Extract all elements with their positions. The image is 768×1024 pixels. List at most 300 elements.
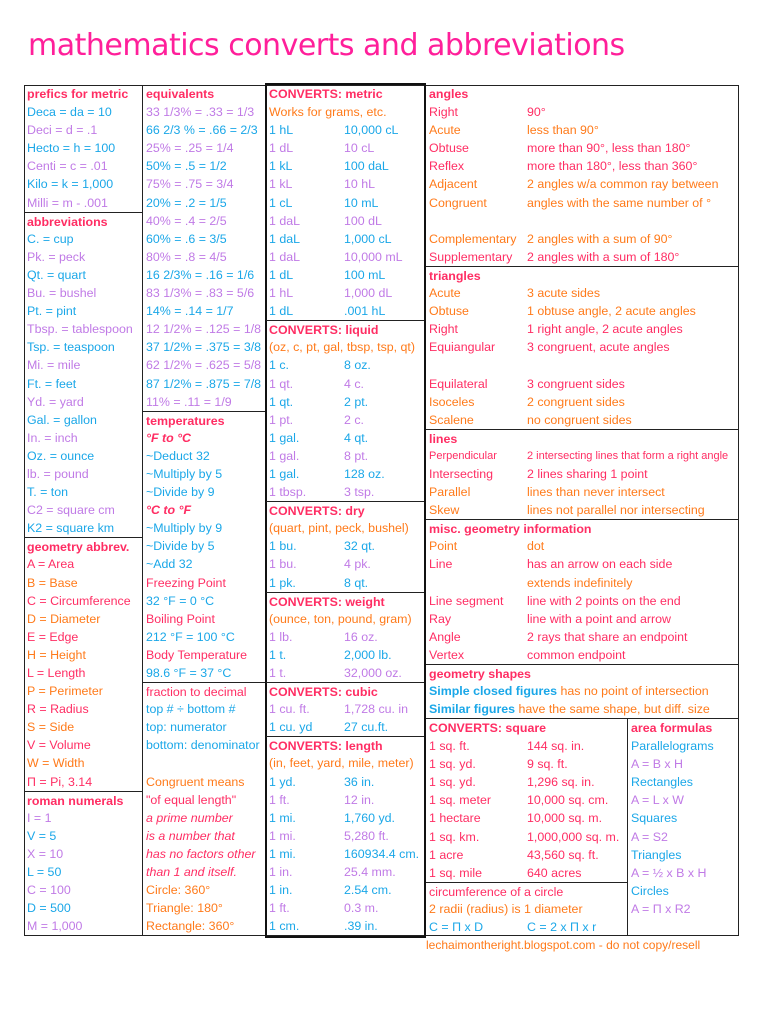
list-item <box>24 501 142 519</box>
item-label: Yd. = yard <box>27 394 84 409</box>
item-value: 8 oz. <box>344 358 371 373</box>
item-label: Right <box>429 105 458 120</box>
list-item <box>266 845 424 863</box>
item-label: is a number that <box>146 828 235 843</box>
list-item <box>143 230 265 248</box>
list-item <box>426 375 738 393</box>
item-value: 10 hL <box>344 177 376 192</box>
item-value: 128 oz. <box>344 466 385 481</box>
item-label: Acute <box>429 286 461 301</box>
list-item <box>266 139 424 157</box>
list-item <box>426 610 738 628</box>
list-item <box>266 212 424 230</box>
list-item <box>143 718 265 736</box>
item-label: Π = Pi, 3.14 <box>27 774 93 789</box>
item-label: E = Edge <box>27 629 79 644</box>
item-value: 2 intersecting lines that form a right angle <box>527 449 729 462</box>
list-item <box>266 881 424 899</box>
list-item <box>143 736 265 754</box>
item-label: Tbsp. = tablespoon <box>27 322 133 337</box>
list-item <box>24 465 142 483</box>
list-item <box>266 610 424 628</box>
item-label: Pk. = peck <box>27 249 86 264</box>
item-value: 640 acres <box>527 865 582 880</box>
list-item <box>266 194 424 212</box>
item-label: abbreviations <box>27 214 108 229</box>
list-item <box>426 682 738 700</box>
list-item <box>143 465 265 483</box>
list-item <box>24 284 142 302</box>
item-value: 2 lines sharing 1 point <box>527 466 648 481</box>
list-item <box>426 248 738 266</box>
item-value: 10 mL <box>344 195 379 210</box>
item-label: Equilateral <box>429 376 488 391</box>
item-value: 2 angles with a sum of 180° <box>527 249 680 264</box>
list-item <box>24 899 142 917</box>
item-label: CONVERTS: liquid <box>269 323 379 338</box>
item-label: 50% = .5 = 1/2 <box>146 159 227 174</box>
list-item <box>24 682 142 700</box>
item-label: 1 qt. <box>269 394 294 409</box>
list-item <box>426 864 627 882</box>
item-label: Kilo = k = 1,000 <box>27 177 114 192</box>
item-label: M = 1,000 <box>27 919 83 934</box>
list-item <box>426 700 738 718</box>
list-item <box>143 157 265 175</box>
item-label: 1 gal. <box>269 448 300 463</box>
item-label: 1 sq. ft. <box>429 739 470 754</box>
item-value: has an arrow on each side <box>527 557 673 572</box>
list-item <box>266 248 424 266</box>
item-value: 1 right angle, 2 acute angles <box>527 322 683 337</box>
item-value: 9 sq. ft. <box>527 757 568 772</box>
item-label: Rectangle: 360° <box>146 919 235 934</box>
item-label: Parallel <box>429 485 471 500</box>
item-value: 1,728 cu. in <box>344 702 409 717</box>
list-item <box>266 175 424 193</box>
item-label: Ray <box>429 611 452 626</box>
list-item <box>24 917 142 935</box>
column-area-formulas <box>628 718 738 918</box>
item-label: Obtuse <box>429 141 469 156</box>
item-label: 1 dL <box>269 304 294 319</box>
item-label: P = Perimeter <box>27 684 103 699</box>
list-item <box>426 791 627 809</box>
item-label: (ounce, ton, pound, gram) <box>269 611 412 626</box>
item-value: 10,000 mL <box>344 249 403 264</box>
list-item <box>143 899 265 917</box>
list-item <box>266 121 424 139</box>
item-label: top: numerator <box>146 720 227 735</box>
list-item <box>24 356 142 374</box>
item-label: fraction to decimal <box>146 685 247 700</box>
list-item <box>266 465 424 483</box>
list-item <box>426 755 627 773</box>
list-item <box>24 411 142 429</box>
item-label: Point <box>429 539 458 554</box>
item-label: 14% = .14 = 1/7 <box>146 304 234 319</box>
item-label: Deca = da = 10 <box>27 105 112 120</box>
item-value: 8 pt. <box>344 448 369 463</box>
item-label: temperatures <box>146 413 225 428</box>
item-label: 1 gal. <box>269 466 300 481</box>
item-label: Ft. = feet <box>27 376 77 391</box>
list-item <box>426 320 738 338</box>
list-item <box>143 393 265 411</box>
item-label: Reflex <box>429 159 465 174</box>
list-item <box>266 773 424 791</box>
item-value: 12 in. <box>344 792 375 807</box>
list-item <box>426 338 738 356</box>
item-label: Works for grams, etc. <box>269 105 387 120</box>
item-label: lb. = pound <box>27 466 89 481</box>
item-label: 1 tbsp. <box>269 485 307 500</box>
item-label: CONVERTS: weight <box>269 594 385 609</box>
item-label: 60% = .6 = 3/5 <box>146 231 227 246</box>
item-value: 2 pt. <box>344 394 369 409</box>
item-value: 2 rays that share an endpoint <box>527 629 688 644</box>
item-label: Right <box>429 322 458 337</box>
item-label: Complementary <box>429 231 517 246</box>
item-label: bottom: denominator <box>146 738 260 753</box>
list-item <box>628 755 738 773</box>
item-label: ~Divide by 9 <box>146 485 215 500</box>
item-label: 80% = .8 = 4/5 <box>146 249 227 264</box>
list-item <box>628 828 738 846</box>
item-value: C = 2 x Π x r <box>527 920 597 935</box>
item-label: Squares <box>631 811 678 826</box>
list-item <box>426 646 738 664</box>
item-label: Circle: 360° <box>146 883 211 898</box>
item-label: Qt. = quart <box>27 267 86 282</box>
item-label: 1 sq. meter <box>429 793 491 808</box>
item-label: a prime number <box>146 810 233 825</box>
item-label: Supplementary <box>429 249 513 264</box>
list-item <box>143 248 265 266</box>
list-item <box>143 121 265 139</box>
item-value: 36 in. <box>344 774 375 789</box>
item-label: 98.6 °F = 37 °C <box>146 666 232 680</box>
list-item <box>24 700 142 718</box>
list-item <box>426 918 627 936</box>
item-label: 40% = .4 = 2/5 <box>146 213 227 228</box>
item-label: 2 radii (radius) is 1 diameter <box>429 901 583 916</box>
item-label: has no factors other <box>146 846 256 861</box>
list-item <box>143 447 265 465</box>
list-item <box>143 610 265 628</box>
item-value: 3 acute sides <box>527 286 601 301</box>
list-item <box>143 845 265 863</box>
item-value: line with 2 points on the end <box>527 593 681 608</box>
item-label: 1 pt. <box>269 412 294 427</box>
item-label: 1 sq. km. <box>429 829 480 844</box>
list-item <box>24 121 142 139</box>
item-label: S = Side <box>27 720 75 735</box>
item-label: 1 cm. <box>269 919 300 934</box>
item-label: 1 sq. mile <box>429 865 483 880</box>
section-header <box>266 320 424 338</box>
list-item <box>143 266 265 284</box>
list-item <box>426 882 627 900</box>
list-item <box>143 791 265 809</box>
item-label: 37 1/2% = .375 = 3/8 <box>146 340 262 355</box>
item-value: 2 angles with a sum of 90° <box>527 231 673 246</box>
item-label: Simple closed figures <box>429 684 558 698</box>
item-label: 212 °F = 100 °C <box>146 629 235 644</box>
item-label: V = Volume <box>27 738 91 753</box>
item-label: 1 acre <box>429 847 464 862</box>
list-item <box>426 139 738 157</box>
item-label: °F to °C <box>146 430 192 445</box>
item-label: CONVERTS: length <box>269 739 383 754</box>
list-item <box>24 320 142 338</box>
item-label: 1 daL <box>269 213 301 228</box>
list-item <box>24 519 142 537</box>
list-item <box>266 917 424 935</box>
list-item <box>143 646 265 664</box>
list-item <box>426 157 738 175</box>
list-item <box>426 284 738 302</box>
item-label: 1 cu. yd <box>269 720 313 735</box>
section-header <box>24 212 142 230</box>
list-item <box>266 338 424 356</box>
section-header <box>628 719 738 737</box>
item-label: 1 sq. yd. <box>429 757 476 772</box>
item-value: 4 pk. <box>344 557 371 572</box>
list-item <box>426 103 738 121</box>
item-label: Isoceles <box>429 394 475 409</box>
item-label: CONVERTS: square <box>429 721 547 735</box>
list-item <box>628 791 738 809</box>
list-item <box>266 375 424 393</box>
list-item <box>24 845 142 863</box>
item-label: 1 mi. <box>269 846 296 861</box>
item-label: 1 cu. ft. <box>269 702 310 717</box>
item-value: 5,280 ft. <box>344 828 389 843</box>
item-label: ~Divide by 5 <box>146 539 215 554</box>
item-label: Oz. = ounce <box>27 448 95 463</box>
list-item <box>266 646 424 664</box>
item-value: 2 angles w/a common ray between <box>527 177 719 192</box>
item-value: 3 congruent, acute angles <box>527 340 670 355</box>
item-label: Perpendicular <box>429 449 497 462</box>
list-item <box>24 248 142 266</box>
list-item <box>143 284 265 302</box>
list-item <box>426 592 738 610</box>
item-label: C = Circumference <box>27 593 131 608</box>
list-item <box>143 881 265 899</box>
item-value: 100 mL <box>344 267 386 282</box>
list-item <box>426 900 627 918</box>
column-prefixes <box>24 85 142 935</box>
list-item <box>426 828 627 846</box>
section-header <box>24 791 142 809</box>
list-item <box>266 574 424 592</box>
item-value: 3 tsp. <box>344 485 375 500</box>
item-label: 16 2/3% = .16 = 1/6 <box>146 267 255 282</box>
item-label: 1 sq. yd. <box>429 775 476 790</box>
item-label: Intersecting <box>429 466 494 481</box>
item-label: Deci = d = .1 <box>27 123 98 138</box>
list-item <box>143 574 265 592</box>
item-value: 10,000 cL <box>344 123 399 138</box>
list-item <box>143 139 265 157</box>
list-item <box>266 791 424 809</box>
item-label: CONVERTS: metric <box>269 87 383 101</box>
list-item <box>266 827 424 845</box>
list-item <box>24 483 142 501</box>
item-label: equivalents <box>146 87 215 101</box>
list-item <box>266 266 424 284</box>
list-item <box>426 121 738 139</box>
item-label: ~Multiply by 9 <box>146 521 223 536</box>
list-item <box>143 917 265 935</box>
item-value: 144 sq. in. <box>527 739 585 754</box>
item-label: C2 = square cm <box>27 503 115 518</box>
item-value: more than 180°, less than 360° <box>527 159 698 174</box>
item-value: 2.54 cm. <box>344 883 392 898</box>
list-item <box>628 773 738 791</box>
list-item <box>426 302 738 320</box>
list-item <box>628 864 738 882</box>
list-item <box>143 827 265 845</box>
item-label: 1 hL <box>269 286 294 301</box>
item-label: Equiangular <box>429 340 496 355</box>
list-item <box>143 592 265 610</box>
list-item <box>143 555 265 573</box>
item-label: 11% = .11 = 1/9 <box>146 394 232 409</box>
list-item <box>24 592 142 610</box>
item-value: lines than never intersect <box>527 485 665 500</box>
list-item <box>266 628 424 646</box>
list-item <box>426 501 738 519</box>
item-label: 1 daL <box>269 231 301 246</box>
list-item <box>426 230 738 248</box>
item-label: Freezing Point <box>146 575 226 590</box>
item-label: T. = ton <box>27 485 68 500</box>
item-label: "of equal length" <box>146 792 237 807</box>
item-label: lines <box>429 431 458 446</box>
item-label: than 1 and itself. <box>146 865 237 880</box>
list-item <box>628 809 738 827</box>
item-label: 1 hL <box>269 123 294 138</box>
list-item <box>266 519 424 537</box>
list-item <box>266 284 424 302</box>
item-label: Scalene <box>429 412 474 427</box>
list-item <box>426 737 627 755</box>
section-header <box>266 85 424 103</box>
item-value: have the same shape, but diff. size <box>515 702 710 717</box>
list-item <box>266 356 424 374</box>
list-item <box>266 447 424 465</box>
item-label: 1 bu. <box>269 557 297 572</box>
item-label: A = B x H <box>631 757 683 772</box>
list-item <box>426 411 738 429</box>
list-item <box>24 555 142 573</box>
item-label: B = Base <box>27 575 78 590</box>
item-value: 160934.4 cm. <box>344 846 420 861</box>
item-label: A = ½ x B x H <box>631 865 707 880</box>
item-label: circumference of a circle <box>429 884 564 899</box>
list-item <box>266 393 424 411</box>
list-item <box>24 773 142 791</box>
item-value: 1,000 dL <box>344 286 393 301</box>
section-header <box>426 429 738 447</box>
list-item <box>426 846 627 864</box>
item-label: roman numerals <box>27 793 124 808</box>
section-header <box>426 664 738 682</box>
item-label: L = Length <box>27 666 86 680</box>
section-header <box>266 592 424 610</box>
list-item <box>143 863 265 881</box>
item-label: 1 bu. <box>269 539 297 554</box>
item-label: 1 ft. <box>269 792 290 807</box>
list-item <box>24 574 142 592</box>
item-label: CONVERTS: dry <box>269 504 365 519</box>
item-value: 10 cL <box>344 141 375 156</box>
list-item <box>143 700 265 718</box>
item-value: 8 qt. <box>344 575 369 590</box>
list-item <box>266 555 424 573</box>
item-label: A = Π x R2 <box>631 901 691 916</box>
list-item <box>266 700 424 718</box>
list-item <box>24 610 142 628</box>
item-value: has no point of intersection <box>557 684 709 698</box>
item-label: prefics for metric <box>27 87 129 101</box>
item-label: 1 in. <box>269 883 293 898</box>
list-item <box>24 664 142 682</box>
item-label: 1 kL <box>269 177 293 192</box>
list-item <box>426 212 738 230</box>
list-item <box>24 302 142 320</box>
item-value: 1,000,000 sq. m. <box>527 829 620 844</box>
list-item <box>24 863 142 881</box>
item-label: Hecto = h = 100 <box>27 141 116 156</box>
item-label: 1 cL <box>269 195 293 210</box>
item-label: 62 1/2% = .625 = 5/8 <box>146 358 262 373</box>
list-item <box>266 809 424 827</box>
page-title: mathematics converts and abbreviations <box>28 28 625 63</box>
list-item <box>24 338 142 356</box>
list-item <box>143 212 265 230</box>
list-item <box>143 194 265 212</box>
section-header <box>266 682 424 700</box>
item-value: 90° <box>527 105 546 120</box>
list-item <box>426 809 627 827</box>
list-item <box>143 103 265 121</box>
list-item <box>628 882 738 900</box>
list-item <box>24 230 142 248</box>
item-label: W = Width <box>27 756 85 771</box>
list-item <box>266 899 424 917</box>
item-value: 43,560 sq. ft. <box>527 847 599 862</box>
item-label: 1 gal. <box>269 430 300 445</box>
item-label: Bu. = bushel <box>27 286 97 301</box>
item-label: L = 50 <box>27 865 62 880</box>
list-item <box>143 175 265 193</box>
item-label: Milli = m - .001 <box>27 195 108 210</box>
item-value: 10,000 sq. m. <box>527 811 603 826</box>
list-item <box>426 465 738 483</box>
item-label: misc. geometry information <box>429 522 592 537</box>
list-item <box>426 175 738 193</box>
item-label: 1 yd. <box>269 774 296 789</box>
item-value: .39 in. <box>344 919 378 934</box>
list-item <box>143 628 265 646</box>
list-item <box>143 375 265 393</box>
list-item <box>143 754 265 772</box>
item-label: Line <box>429 557 453 572</box>
